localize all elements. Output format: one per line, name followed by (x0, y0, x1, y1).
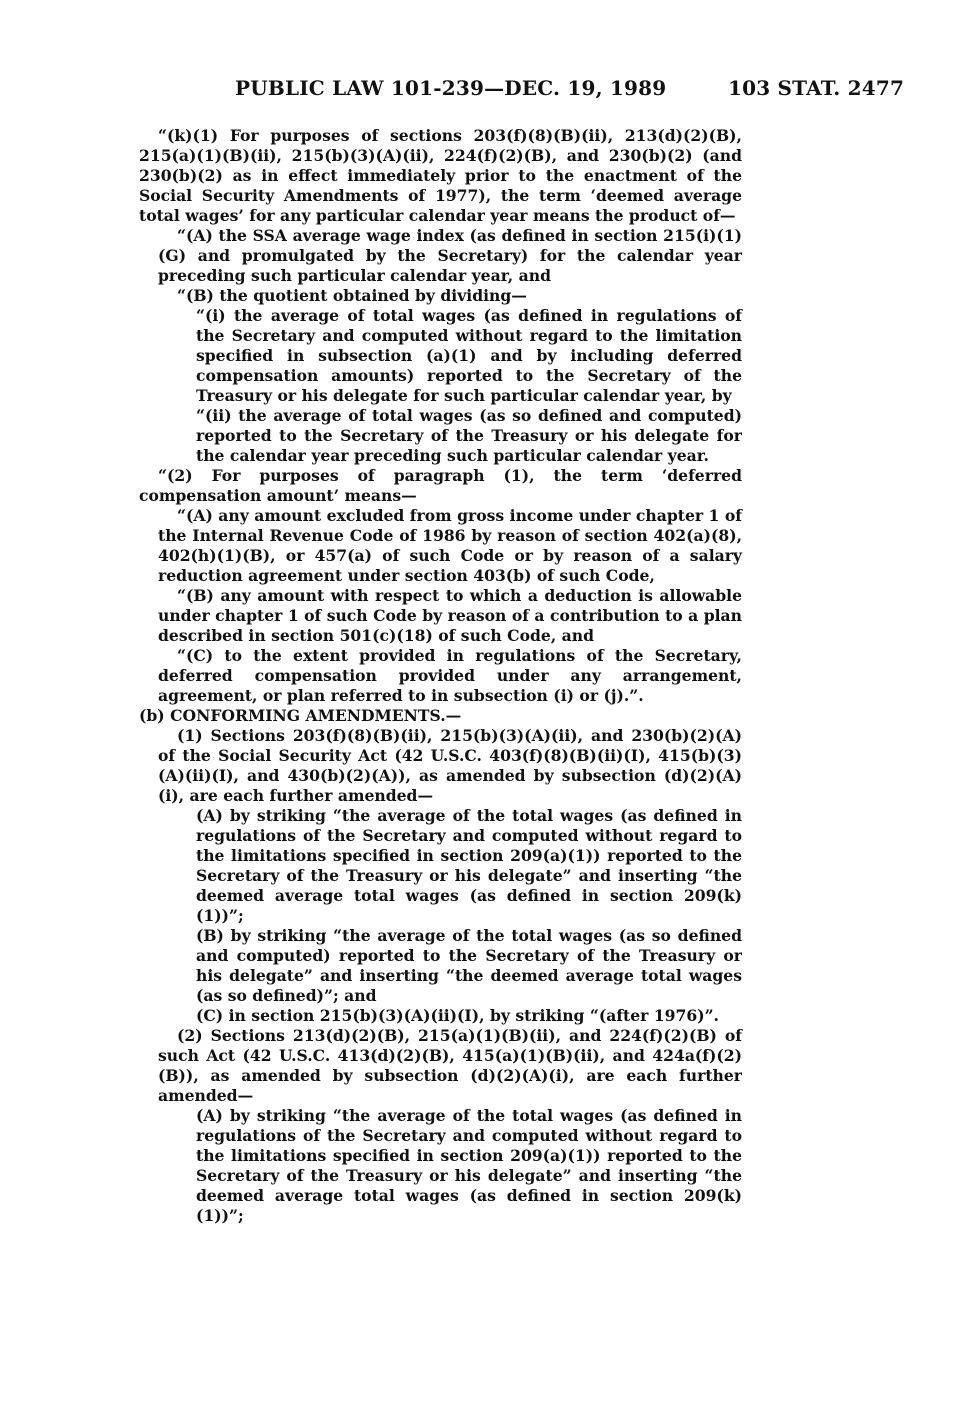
statute-paragraph: “(A) the SSA average wage index (as defined in section 215(i)(1)(G) and promulgated by the Secretary) for the calendar year preceding such particular calendar year, and (158, 226, 742, 285)
statute-paragraph: (1) Sections 203(f)(8)(B)(ii), 215(b)(3)(A)(ii), and 230(b)(2)(A) of the Social Security Act (42 U.S.C. 403(f)(8)(B)(ii)(I), 415(b)(3)(A)(ii)(I), and 430(b)(2)(A)), as amended by subsection (d)(2)(A)(i), are each further amended— (158, 726, 742, 805)
header-title: PUBLIC LAW 101-239—DEC. 19, 1989 (235, 76, 667, 100)
statute-paragraph: “(C) to the extent provided in regulations of the Secretary, deferred compensation provided under any arrangement, agreement, or plan referred to in subsection (i) or (j).”. (158, 646, 742, 705)
statute-paragraph: (A) by striking “the average of the total wages (as defined in regulations of the Secretary and computed without regard to the limitations specified in section 209(a)(1)) reported to the Secretary of the Treasury or his delegate” and inserting “the deemed average total wages (as defined in section 209(k)(1))”; (196, 1106, 742, 1225)
statute-paragraph: (C) in section 215(b)(3)(A)(ii)(I), by striking “(after 1976)”. (196, 1006, 719, 1025)
statute-text (139, 126, 742, 1226)
header-page-number: 103 STAT. 2477 (728, 76, 905, 100)
statute-paragraph: (b) CONFORMING AMENDMENTS.— (139, 706, 462, 725)
statute-paragraph: (B) by striking “the average of the total wages (as so defined and computed) reported to the Secretary of the Treasury or his delegate” and inserting “the deemed average total wages (as so defined)”; and (196, 926, 742, 1005)
page-header (0, 76, 953, 106)
statute-paragraph: “(B) the quotient obtained by dividing— (177, 286, 527, 305)
statute-paragraph: (2) Sections 213(d)(2)(B), 215(a)(1)(B)(ii), and 224(f)(2)(B) of such Act (42 U.S.C. 413(d)(2)(B), 415(a)(1)(B)(ii), and 424a(f)(2)(B)), as amended by subsection (d)(2)(A)(i), are each further amended— (158, 1026, 742, 1105)
statute-paragraph: “(B) any amount with respect to which a deduction is allowable under chapter 1 of such Code by reason of a contribution to a plan described in section 501(c)(18) of such Code, and (158, 586, 742, 645)
statute-paragraph: “(2) For purposes of paragraph (1), the term ‘deferred compensation amount’ means— (139, 466, 742, 505)
statute-paragraph: “(i) the average of total wages (as defined in regulations of the Secretary and computed without regard to the limitation specified in subsection (a)(1) and by including deferred compensation amounts) reported to the Secretary of the Treasury or his delegate for such particular calendar year, by (196, 306, 742, 405)
statute-paragraph: “(k)(1) For purposes of sections 203(f)(8)(B)(ii), 213(d)(2)(B), 215(a)(1)(B)(ii), 215(b)(3)(A)(ii), 224(f)(2)(B), and 230(b)(2) (and 230(b)(2) as in effect immediately prior to the enactment of the Social Security Amendments of 1977), the term ‘deemed average total wages’ for any particular calendar year means the product of— (139, 126, 742, 225)
statute-paragraph: “(A) any amount excluded from gross income under chapter 1 of the Internal Revenue Code of 1986 by reason of section 402(a)(8), 402(h)(1)(B), or 457(a) of such Code or by reason of a salary reduction agreement under section 403(b) of such Code, (158, 506, 742, 585)
statute-paragraph: “(ii) the average of total wages (as so defined and computed) reported to the Secretary of the Treasury or his delegate for the calendar year preceding such particular calendar year. (196, 406, 742, 465)
statute-paragraph: (A) by striking “the average of the total wages (as defined in regulations of the Secretary and computed without regard to the limitations specified in section 209(a)(1)) reported to the Secretary of the Treasury or his delegate” and inserting “the deemed average total wages (as defined in section 209(k)(1))”; (196, 806, 742, 925)
